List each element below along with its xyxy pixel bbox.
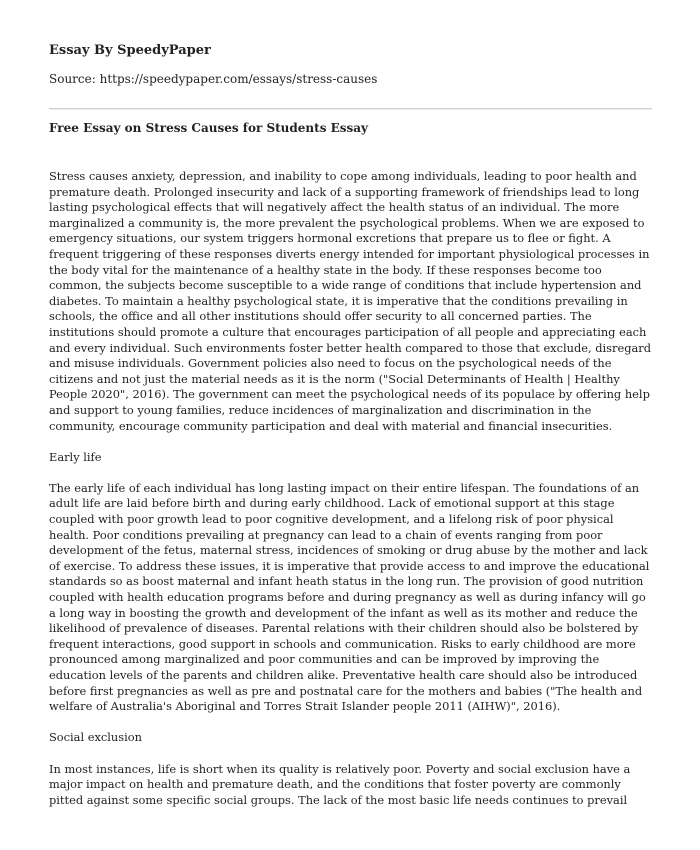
social-exclusion-paragraph: In most instances, life is short when its quality is relatively poor. Poverty and social exclusion have a major impact on health and premature death, and the conditions that foster poverty are commonly pitted against some specific social groups. The lack of the most basic life needs continues to prevail	[49, 761, 631, 807]
essay-title: Free Essay on Stress Causes for Students Essay	[49, 121, 369, 135]
source-line: Source: https://speedypaper.com/essays/stress-causes	[49, 72, 378, 86]
essay-body	[49, 169, 655, 824]
header-divider	[49, 108, 652, 110]
section-heading-social-exclusion: Social exclusion	[49, 730, 142, 745]
intro-paragraph: Stress causes anxiety, depression, and inability to cope among individuals, leading to poor health and premature death. Prolonged insecurity and lack of a supporting framework of friendships lead to long lasting psychological effects that will negatively affect the health status of an individual. The more marginalized a community is, the more prevalent the psychological problems. When we are exposed to emergency situations, our system triggers hormonal excretions that prepare us to flee or fight. A frequent triggering of these responses diverts energy intended for important physiological processes in the body vital for the maintenance of a healthy state in the body. If these responses become too common, the subjects become susceptible to a wide range of conditions that include hypertension and diabetes. To maintain a healthy psychological state, it is imperative that the conditions prevailing in schools, the office and all other institutions should offer security to all concerned parties. The institutions should promote a culture that encourages participation of all people and appreciating each and every individual. Such environments foster better health compared to those that exclude, disregard and misuse individuals. Government policies also need to focus on the psychological needs of the citizens and not just the material needs as it is the norm ("Social Determinants of Health | Healthy People 2020", 2016). The government can meet the psychological needs of its populace by offering help and support to young families, reduce incidences of marginalization and discrimination in the community, encourage community participation and deal with material and financial insecurities.	[49, 169, 652, 433]
section-heading-early-life: Early life	[49, 449, 102, 464]
brand-heading: Essay By SpeedyPaper	[49, 43, 211, 58]
early-life-paragraph: The early life of each individual has long lasting impact on their entire lifespan. The foundations of an adult life are laid before birth and during early childhood. Lack of emotional support at this stage coupled with poor growth lead to poor cognitive development, and a lifelong risk of poor physical health. Poor conditions prevailing at pregnancy can lead to a chain of events ranging from poor development of the fetus, maternal stress, incidences of smoking or drug abuse by the mother and lack of exercise. To address these issues, it is imperative that provide access to and improve the educational standards so as boost maternal and infant heath status in the long run. The provision of good nutrition coupled with health education programs before and during pregnancy as well as during infancy will go a long way in boosting the growth and development of the infant as well as its mother and reduce the likelihood of prevalence of diseases. Parental relations with their children should also be bolstered by frequent interactions, good support in schools and communication. Risks to early childhood are more pronounced among marginalized and poor communities and can be improved by improving the education levels of the parents and children alike. Preventative health care should also be introduced before first pregnancies as well as pre and postnatal care for the mothers and babies ("The health and welfare of Australia's Aboriginal and Torres Strait Islander people 2011 (AIHW)", 2016).	[49, 480, 650, 714]
